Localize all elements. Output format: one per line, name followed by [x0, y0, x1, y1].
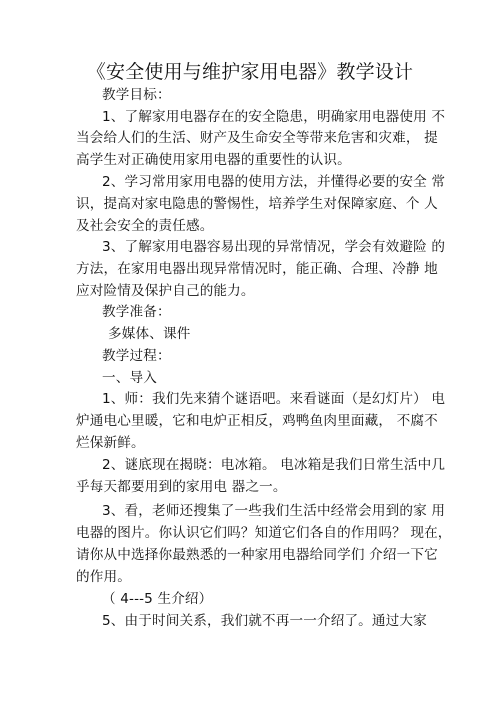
text-line: 乎每天都要用到的家用电 器之一。 — [76, 479, 287, 495]
text-line: 请你从中选择你最熟悉的一种家用电器给同学们 介绍一下它 — [76, 547, 438, 563]
text-line: 多媒体、课件 — [108, 326, 191, 342]
text-line: 烂保新鲜。 — [76, 435, 145, 451]
text-line: （ 4---5 生介绍） — [102, 591, 213, 607]
text-line: 3、了解家用电器容易出现的异常情况，学会有效避险 的 — [102, 239, 446, 255]
text-line: 3、看，老师还搜集了一些我们生活中经常会用到的家 用 — [102, 503, 446, 519]
text-line: 教学准备： — [102, 304, 171, 320]
text-line: 方法，在家用电器出现异常情况时，能正确、合理、冷静 地 — [76, 261, 438, 277]
text-line: 教学目标： — [102, 87, 171, 103]
text-line: 的作用。 — [76, 569, 131, 585]
text-line: 及社会安全的责任感。 — [76, 218, 214, 234]
text-line: 教学过程： — [102, 348, 171, 364]
text-line: 1、了解家用电器存在的安全隐患，明确家用电器使用 不 — [102, 109, 446, 125]
text-line: 高学生对正确使用家用电器的重要性的认识。 — [76, 152, 351, 168]
text-line: 2、学习常用家用电器的使用方法，并懂得必要的安全 常 — [102, 174, 446, 190]
text-line: 当会给人们的生活、财产及生命安全等带来危害和灾难， 提 — [76, 130, 438, 146]
text-line: 炉通电心里暖，它和电炉正相反，鸡鸭鱼肉里面藏， 不腐不 — [76, 413, 438, 429]
text-line: 电器的图片。你认识它们吗？知道它们各自的作用吗？ 现在， — [76, 525, 452, 541]
text-line: 1、师：我们先来猜个谜语吧。来看谜面（是幻灯片） 电 — [102, 391, 446, 407]
text-line: 识，提高对家电隐患的警惕性，培养学生对保障家庭、个 人 — [76, 196, 438, 212]
text-line: 2、谜底现在揭晓：电冰箱。 电冰箱是我们日常生活中几 — [102, 457, 446, 473]
text-line: 一、导入 — [102, 370, 157, 386]
text-line: 5、由于时间关系，我们就不再一一介绍了。通过大家 — [102, 613, 427, 629]
document-title: 《安全使用与维护家用电器》教学设计 — [86, 61, 414, 83]
text-line: 应对险情及保护自己的能力。 — [76, 283, 255, 299]
